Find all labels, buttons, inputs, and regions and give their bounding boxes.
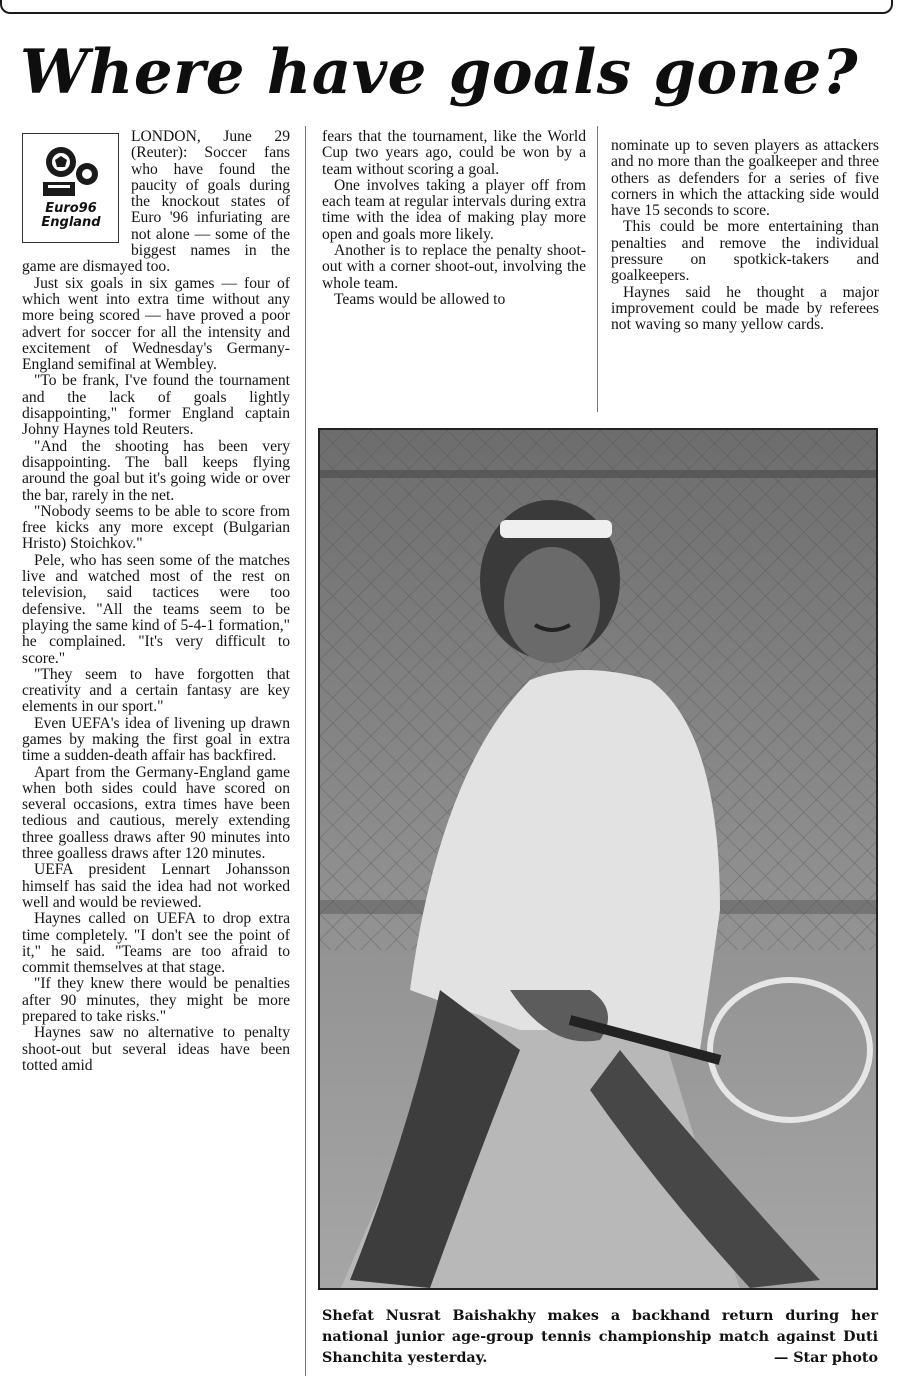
tennis-photo <box>318 428 878 1290</box>
paragraph: "Nobody seems to be able to score from free kicks any more except (Bulgarian Hristo) Stoichkov." <box>22 502 290 553</box>
column-rule <box>305 126 306 1376</box>
euro96-logo <box>22 133 119 243</box>
paragraph: LONDON, June 29 (Reuter): Soccer fans who have found the paucity of goals during the knockout states of Euro '96 infuriating are not alone — some of the biggest names in the game are dismayed too. <box>22 128 290 276</box>
logo-wordmark: Euro96 England <box>41 201 101 230</box>
paragraph: UEFA president Lennart Johansson himself has said the idea had not worked well and would be reviewed. <box>22 861 290 911</box>
paragraph: fears that the tournament, like the World Cup two years ago, could be won by a team without scoring a goal. <box>322 128 586 178</box>
paragraph: Haynes saw no alternative to penalty shoot-out but several ideas have been totted amid <box>22 1024 290 1074</box>
paragraph: Haynes said he thought a major improvement could be made by referees not waving so many yellow cards. <box>611 283 879 334</box>
paragraph: Haynes called on UEFA to drop extra time completely. "I don't see the point of it," he said. "Teams are too afraid to commit themselves at that stage. <box>22 910 290 977</box>
paragraph: Teams would be allowed to <box>334 290 506 308</box>
paragraph: Even UEFA's idea of livening up drawn games by making the first goal in extra time a sudden-death affair has backfired. <box>22 714 290 765</box>
page-frame <box>0 0 893 14</box>
paragraph: Just six goals in six games — four of which went into extra time without any more being scored — have proved a poor advert for soccer for all the intensity and excitement of Wednesday's Germany-England semifinal at Wembley. <box>22 274 290 374</box>
headline: Where have goals gone? <box>20 37 859 108</box>
paragraph: Another is to replace the penalty shoot-out with a corner shoot-out, involving the whole team. <box>322 242 586 292</box>
article-column-2 <box>322 129 586 308</box>
photo-caption <box>322 1306 878 1369</box>
photo-credit: — Star photo <box>773 1350 878 1366</box>
paragraph: "If they knew there would be penalties after 90 minutes, they might be more prepared to take risks." <box>22 975 290 1026</box>
paragraph: "They seem to have forgotten that creativity and a certain fantasy are key elements in our sport." <box>22 665 290 716</box>
paragraph: One involves taking a player off from each team at regular intervals during extra time with the idea of making play more open and goals more likely. <box>322 176 586 243</box>
caption-text: Shefat Nusrat Baishakhy makes a backhand return during her national junior age-group tennis championship match against Duti Shanchita yesterday. <box>322 1308 878 1366</box>
article-column-3 <box>611 138 879 334</box>
paragraph: "To be frank, I've found the tournament and the lack of goals lightly disappointing," former England captain Johny Haynes told Reuters. <box>22 372 290 439</box>
paragraph: Pele, who has seen some of the matches live and watched most of the rest on television, said tactices were too defensive. "All the teams seem to be playing the same kind of 5-4-1 formation," he complained. "It's very difficult to score." <box>22 551 290 667</box>
paragraph: Apart from the Germany-England game when both sides could have scored on several occasions, extra times have been tedious and cautious, merely extending three goalless draws after 90 minutes into three goalless draws after 120 minutes. <box>22 763 290 863</box>
column-rule <box>597 126 598 412</box>
article-column-1 <box>22 129 290 1074</box>
football-icon <box>37 144 105 202</box>
paragraph: nominate up to seven players as attackers and no more than the goalkeeper and three others as defenders for a series of five corners in which the attacking side would have 15 seconds to score. <box>611 137 879 220</box>
paragraph: "And the shooting has been very disappointing. The ball keeps flying around the goal but it's going wide or over the bar, rarely in the net. <box>22 437 290 504</box>
paragraph: This could be more entertaining than penalties and remove the individual pressure on spotkick-takers and goalkeepers. <box>611 218 879 285</box>
tennis-player-illustration <box>320 430 876 1288</box>
